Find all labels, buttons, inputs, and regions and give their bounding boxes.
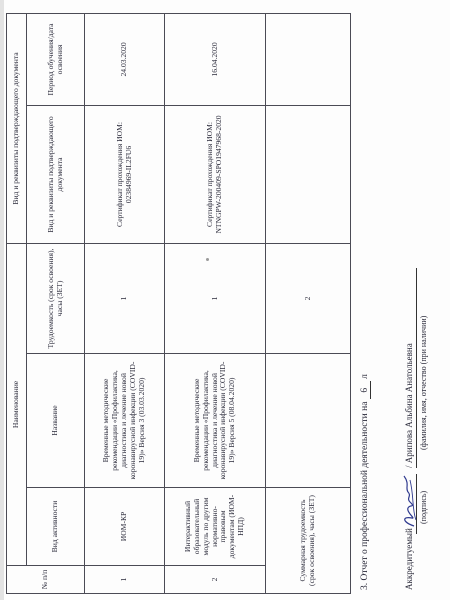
summary-empty <box>266 354 351 488</box>
accreditation-label: Аккредитуемый <box>404 528 414 590</box>
report-suffix: л <box>360 374 370 379</box>
col-header-activity: Вид активности <box>27 488 85 566</box>
summary-label: Суммарная трудоемкость (срок освоения), часы (ЗЕТ) <box>266 488 351 594</box>
col-header-doc: Вид и реквизиты подтверждающего документа <box>27 105 85 243</box>
signature-caption: (подпись) <box>419 490 428 524</box>
col-header-labor: Трудоемкость (срок освоения), часы (ЗЕТ) <box>27 243 85 353</box>
row-activity: Интерактивный образовательный модуль по другим нормативно-правовым документам (ИОМ-НПД) <box>165 488 266 566</box>
row-num: 2 <box>165 566 266 594</box>
col-header-title: Название <box>27 354 85 488</box>
summary-empty-period <box>266 13 351 105</box>
col-header-period: Период обучения/дата освоения <box>27 13 85 105</box>
table-row <box>85 13 165 593</box>
activity-table <box>6 13 351 594</box>
report-value: 6 <box>360 381 371 399</box>
group-header-naming: Наименование <box>7 243 27 565</box>
report-text: 3. Отчет о профессиональной деятельности на <box>360 401 370 590</box>
row-doc: Сертификат прохождения ИОМ: 02384969-IL2FU6 <box>85 105 165 243</box>
scan-edge-shadow <box>0 0 4 600</box>
report-line <box>360 374 371 590</box>
name-caption: (фамилия, имя, отчество (при наличии) <box>419 315 428 450</box>
row-title: Временные методические рекомендации «Профилактика, диагностика и лечение новой коронавирусной инфекции (COVID-19)» Версия 5 (08.04.2020) <box>165 354 266 488</box>
table-row <box>165 13 266 593</box>
rotated-content <box>6 14 446 594</box>
row-labor: 1 <box>165 243 266 353</box>
row-doc: Сертификат прохождения ИОМ: NTNGPW-200409-SPO1947968-2020 <box>165 105 266 243</box>
row-activity: ИОМ-КР <box>85 488 165 566</box>
accreditation-block <box>394 170 438 590</box>
summary-value: 2 <box>266 243 351 353</box>
summary-row <box>266 13 351 593</box>
row-labor: 1 <box>85 243 165 353</box>
name-line <box>416 268 417 468</box>
summary-empty-doc <box>266 105 351 243</box>
accredited-name: / Арипова Альбина Анатольевна <box>404 343 414 468</box>
row-period: 24.03.2020 <box>85 13 165 105</box>
signature-line <box>416 474 417 534</box>
row-period: 16.04.2020 <box>165 13 266 105</box>
row-num: 1 <box>85 566 165 594</box>
col-header-num: № п/п <box>7 566 85 594</box>
group-header-document: Вид и реквизиты подтверждающего документа <box>7 13 27 243</box>
row-title: Временные методические рекомендации «Профилактика, диагностика и лечение новой коронавирусной инфекции (COVID-19)» Версия 3 (03.03.2020) <box>85 354 165 488</box>
